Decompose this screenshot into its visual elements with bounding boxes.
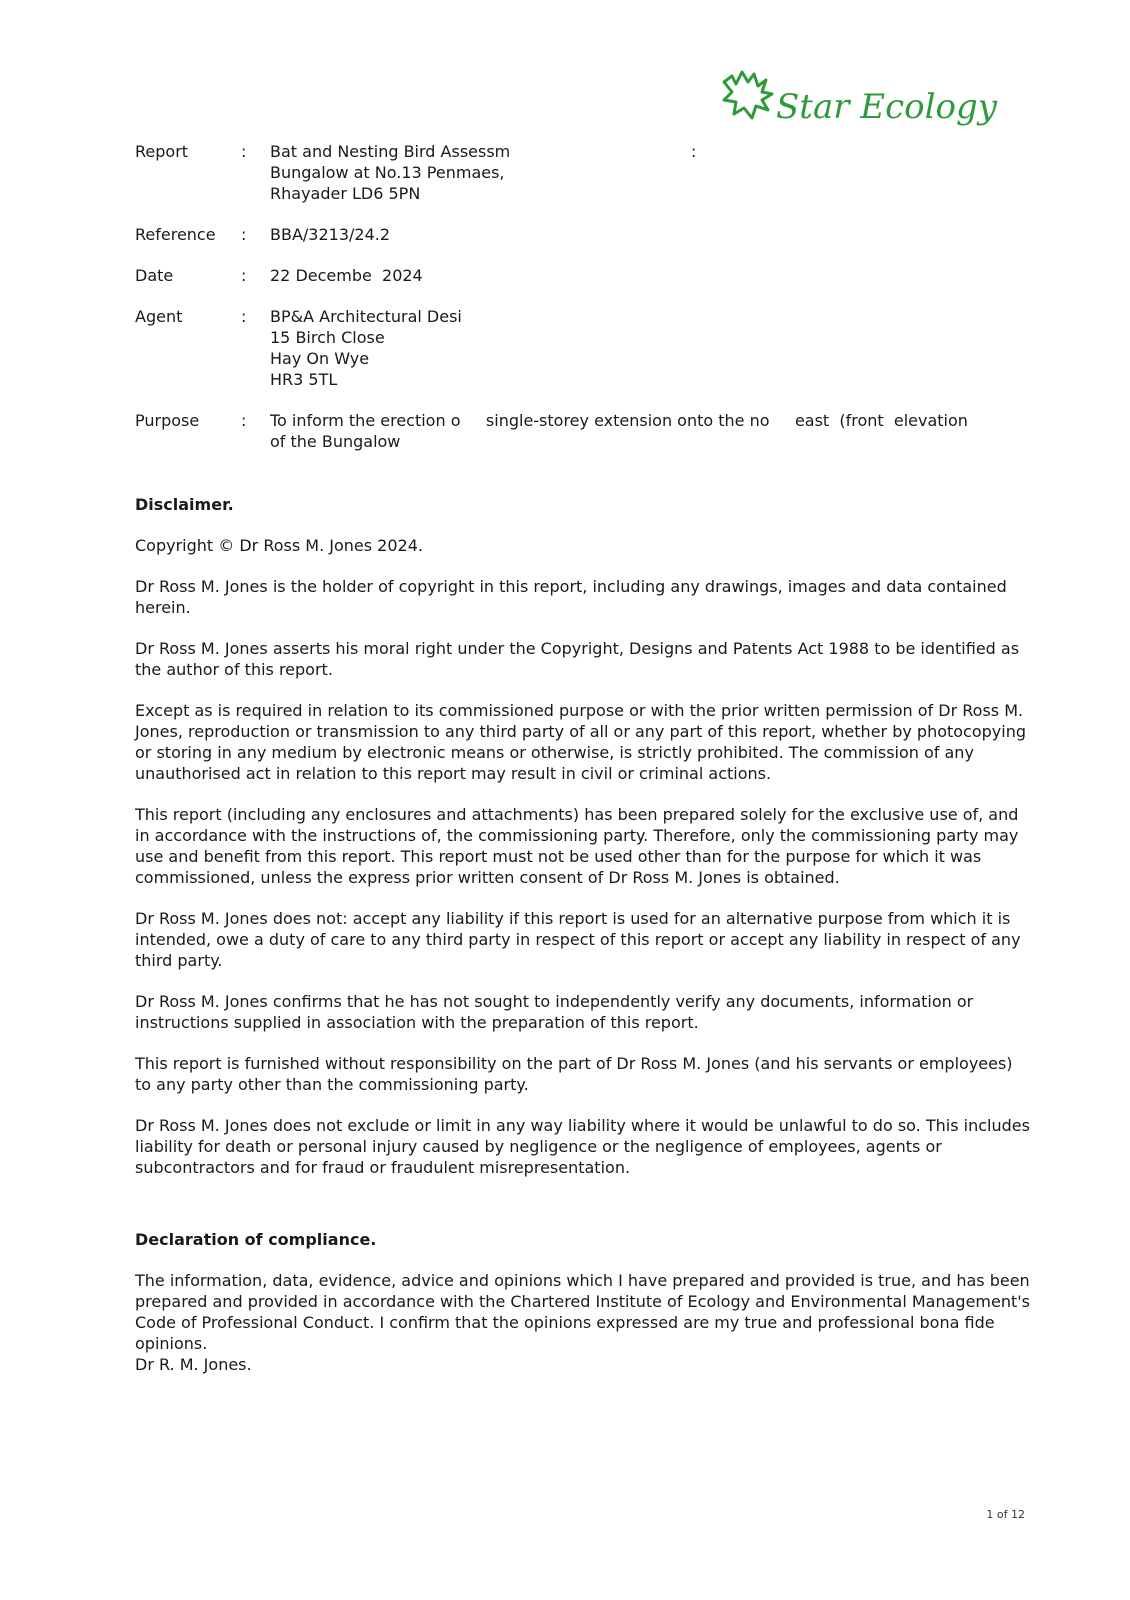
disclaimer-paragraph-5: This report (including any enclosures and attachments) has been prepared solely for the exclusive use of, and in accordance with the instructions of, the commissioning party. Therefore, only the commissioning party may use and benefit from this report. This report must not be used other than for the purpose for which it was commissioned, unless the express prior written consent of Dr Ross M. Jones is obtained. <box>135 805 1019 887</box>
meta-report: Report : Bat and Nesting Bird Assessm Bungalow at No.13 Penmaes, Rhayader LD6 5PN : <box>135 141 1035 204</box>
meta-reference-value: BBA/3213/24.2 <box>270 225 391 244</box>
disclaimer-heading: Disclaimer. <box>135 495 234 514</box>
disclaimer-paragraph-7: Dr Ross M. Jones confirms that he has not sought to independently verify any documents, information or instructions supplied in association with the preparation of this report. <box>135 992 974 1032</box>
declaration-paragraph <box>135 1270 1030 1375</box>
declaration-text: The information, data, evidence, advice and opinions which I have prepared and provided is true, and has been prepared and provided in accordance with the Chartered Institute of Ecology and Environmental Management's Code of Professional Conduct. I confirm that the opinions expressed are my true and professional bona fide opinions. <box>135 1271 1030 1353</box>
page-number: 1 of 12 <box>986 1508 1025 1521</box>
meta-reference-label: Reference <box>135 225 216 244</box>
star-ecology-logo <box>718 66 1018 146</box>
declaration-heading: Declaration of compliance. <box>135 1230 377 1249</box>
meta-purpose-label: Purpose <box>135 411 200 430</box>
meta-agent-line-3: Hay On Wye <box>270 349 370 368</box>
disclaimer-paragraph-8: This report is furnished without responsibility on the part of Dr Ross M. Jones (and his servants or employees) to any party other than the commissioning party. <box>135 1054 1013 1094</box>
meta-agent-label: Agent <box>135 307 183 326</box>
meta-report-trailing: : <box>691 142 697 161</box>
meta-report-line-1: Bat and Nesting Bird Assessm <box>270 142 511 161</box>
meta-report-line-2: Bungalow at No.13 Penmaes, <box>270 163 505 182</box>
disclaimer-paragraph-6: Dr Ross M. Jones does not: accept any liability if this report is used for an alternative purpose from which it is intended, owe a duty of care to any third party in respect of this report or accept any liability in respect of any third party. <box>135 909 1021 970</box>
meta-date: Date : 22 Decembe 2024 <box>135 265 1035 286</box>
disclaimer-paragraph-2: Dr Ross M. Jones is the holder of copyright in this report, including any drawings, images and data contained herein. <box>135 577 1007 617</box>
meta-agent-line-1: BP&A Architectural Desi <box>270 307 462 326</box>
meta-agent-line-2: 15 Birch Close <box>270 328 385 347</box>
meta-agent-line-4: HR3 5TL <box>270 370 338 389</box>
disclaimer-paragraph-4: Except as is required in relation to its commissioned purpose or with the prior written permission of Dr Ross M. Jones, reproduction or transmission to any third party of all or any part of this report, whether by photocopying or storing in any medium by electronic means or otherwise, is strictly prohibited. The commission of any unauthorised act in relation to this report may result in civil or criminal actions. <box>135 701 1027 783</box>
meta-date-label: Date <box>135 266 174 285</box>
meta-purpose-line-1: To inform the erection o single-storey extension onto the no east (front elevation <box>270 411 968 430</box>
leaf-logo-icon <box>718 66 1018 146</box>
report-body <box>135 494 1030 1375</box>
declaration-signature: Dr R. M. Jones. <box>135 1355 252 1374</box>
meta-agent: Agent : BP&A Architectural Desi 15 Birch Close Hay On Wye HR3 5TL <box>135 306 1035 390</box>
disclaimer-paragraph-1: Copyright © Dr Ross M. Jones 2024. <box>135 536 423 555</box>
disclaimer-paragraph-3: Dr Ross M. Jones asserts his moral right under the Copyright, Designs and Patents Act 1988 to be identified as the author of this report. <box>135 639 1020 679</box>
meta-reference: Reference : BBA/3213/24.2 <box>135 224 1035 245</box>
meta-purpose: Purpose : To inform the erection o single-storey extension onto the no east (front elevation of the Bungalow <box>135 410 1035 452</box>
logo-text: Star Ecology <box>776 87 997 127</box>
meta-report-label: Report <box>135 142 189 161</box>
meta-date-value: 22 Decembe 2024 <box>270 266 423 285</box>
disclaimer-paragraph-9: Dr Ross M. Jones does not exclude or limit in any way liability where it would be unlawful to do so. This includes liability for death or personal injury caused by negligence or the negligence of employees, agents or subcontractors and for fraud or fraudulent misrepresentation. <box>135 1116 1030 1177</box>
meta-report-line-3: Rhayader LD6 5PN <box>270 184 421 203</box>
report-metadata <box>135 141 1035 472</box>
meta-purpose-line-2: of the Bungalow <box>270 432 401 451</box>
